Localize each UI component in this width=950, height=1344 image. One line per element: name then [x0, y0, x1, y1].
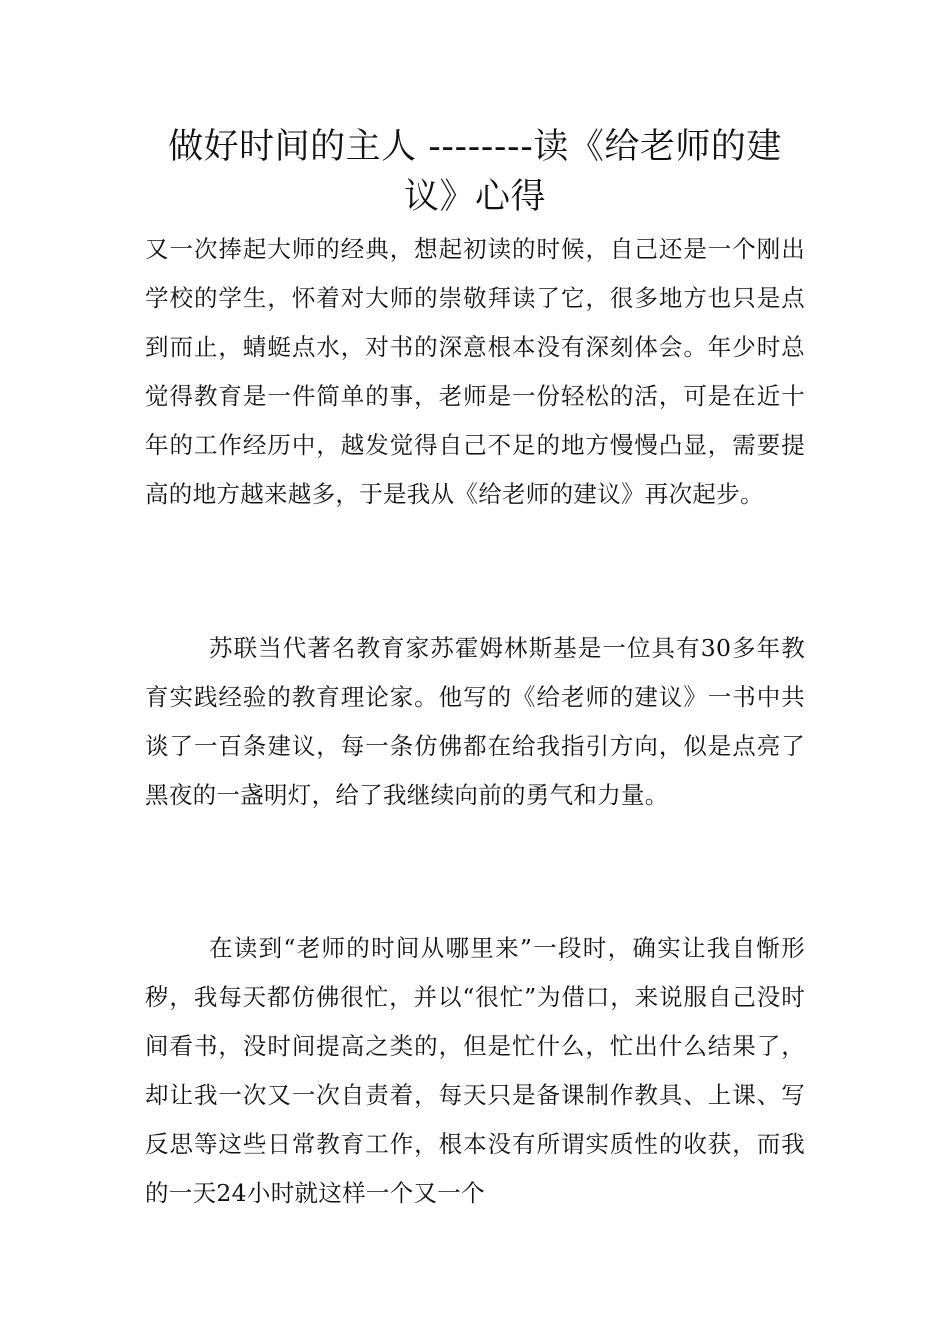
paragraph-2: 苏联当代著名教育家苏霍姆林斯基是一位具有30多年教育实践经验的教育理论家。他写的《给老师的建议》一书中共谈了一百条建议，每一条仿佛都在给我指引方向，似是点亮了黑夜的一盏明灯，给了我继续向前的勇气和力量。 — [145, 634, 805, 809]
paragraph-3: 在读到“老师的时间从哪里来”一段时，确实让我自惭形秽，我每天都仿佛很忙，并以“很忙”为借口，来说服自己没时间看书，没时间提高之类的，但是忙什么，忙出什么结果了，却让我一次又一次自责着，每天只是备课制作教具、上课、写反思等这些日常教育工作，根本没有所谓实质性的收获，而我的一天24小时就这样一个又一个 — [145, 934, 805, 1207]
paragraph-1: 又一次捧起大师的经典，想起初读的时候，自己还是一个刚出学校的学生，怀着对大师的崇敬拜读了它，很多地方也只是点到而止，蜻蜓点水，对书的深意根本没有深刻体会。年少时总觉得教育是一件简单的事，老师是一份轻松的活，可是在近十年的工作经历中，越发觉得自己不足的地方慢慢凸显，需要提高的地方越来越多，于是我从《给老师的建议》再次起步。 — [145, 235, 805, 508]
document-title: 做好时间的主人 --------读《给老师的建议》心得 — [168, 127, 782, 217]
